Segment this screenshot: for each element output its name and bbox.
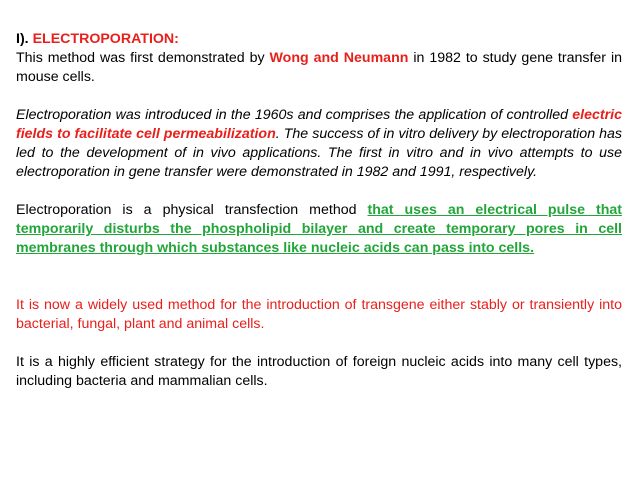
p1-text-before: This method was first demonstrated by [16,50,270,66]
paragraph-usage: It is now a widely used method for the introduction of transgene either stably or transiently into bacterial, fungal, plant and animal cells. [16,297,622,332]
spacer [16,87,622,106]
paragraph-history [16,49,622,87]
slide-content [16,30,622,391]
spacer [16,182,622,201]
p3-highlight: that uses an electrical pulse that temporarily disturbs the phospholipid bilayer and create temporary pores in cell membranes through which substances like nucleic acids can pass into cells. [16,202,622,256]
p3-text-before: Electroporation is a physical transfection method [16,202,368,218]
heading-title: ELECTROPORATION: [32,31,179,47]
section-heading [16,30,622,49]
paragraph-introduction [16,106,622,182]
paragraph-efficiency: It is a highly efficient strategy for the introduction of foreign nucleic acids into many cell types, including bacteria and mammalian cells. [16,354,622,389]
spacer [16,258,622,296]
p2-text-before: Electroporation was introduced in the 1960s and comprises the application of controlled [16,107,573,123]
spacer [16,334,622,353]
p2-text-after: . The success of in vitro delivery by electroporation has led to the development of in vivo applications. The first in vitro and in vivo attempts to use electroporation in gene transfer were demonstrated in 1982 and 1991, respectively. [16,126,622,180]
heading-prefix: I). [16,31,33,47]
p1-highlight-names: Wong and Neumann [269,50,409,66]
paragraph-definition [16,201,622,258]
p2-highlight: electric fields to facilitate cell permeabilization [16,107,622,142]
p1-text-after: in 1982 to study gene transfer in mouse cells. [16,50,622,85]
